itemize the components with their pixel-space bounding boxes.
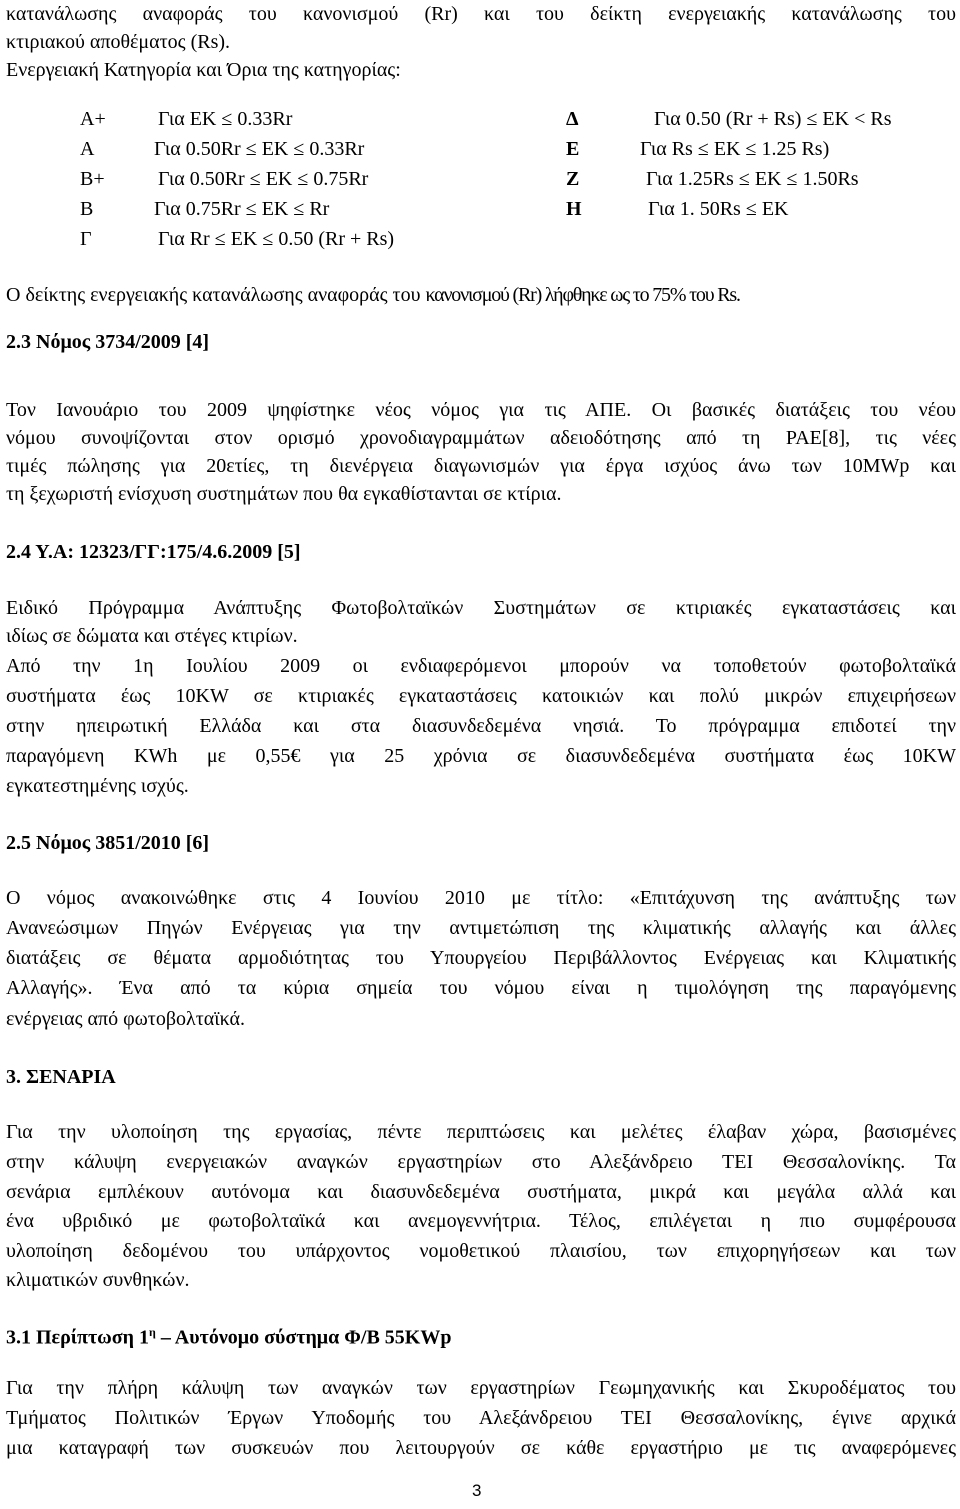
category-letter: Ζ	[566, 168, 580, 190]
paragraph-line: διατάξεις σε θέματα αρμοδιότητας του Υπουργείου Περιβάλλοντος Ενέργειας και Κλιματικής	[6, 947, 956, 969]
category-letter: B	[80, 198, 94, 220]
category-rule: Για 1.25Rs ≤ ΕΚ ≤ 1.50Rs	[646, 168, 859, 190]
section-heading-3-1	[6, 1318, 451, 1352]
paragraph-line: υλοποίηση δεδομένου του υπάρχοντος νομοθετικού πλαισίου, των επιχορηγήσεων και των	[6, 1240, 956, 1262]
paragraph-line: ενέργειας από φωτοβολταϊκά.	[6, 1008, 245, 1030]
category-letter: B+	[80, 168, 105, 190]
paragraph-line: τη ξεχωριστή ενίσχυση συστημάτων που θα εγκαθίστανται σε κτίρια.	[6, 483, 562, 505]
paragraph-line: Ανανεώσιμων Πηγών Ενέργειας για την αντιμετώπιση της κλιματικής αλλαγής και άλλες	[6, 917, 956, 939]
paragraph-line: παραγόμενη KWh με 0,55€ για 25 χρόνια σε διασυνδεδεμένα συστήματα έως 10KW	[6, 745, 956, 767]
section-heading-2-3: 2.3 Νόμος 3734/2009 [4]	[6, 331, 210, 353]
paragraph-line: νόμου συνοψίζονται στον ορισμό χρονοδιαγραμμάτων αδειοδότησης από τη ΡΑΕ[8], τις νέες	[6, 427, 956, 449]
paragraph-line: Ειδικό Πρόγραμμα Ανάπτυξης Φωτοβολταϊκών Συστημάτων σε κτιριακές εγκαταστάσεις και	[6, 597, 956, 619]
paragraph-line: Από την 1η Ιουλίου 2009 οι ενδιαφερόμενοι μπορούν να τοποθετούν φωτοβολταϊκά	[6, 655, 956, 677]
paragraph-line: Για την υλοποίηση της εργασίας, πέντε περιπτώσεις και μελέτες έλαβαν χώρα, βασισμένες	[6, 1121, 956, 1143]
category-letter: Ε	[566, 138, 580, 160]
section-heading-3-1-title: – Αυτόνομο σύστημα Φ/Β 55KWp	[155, 1326, 452, 1349]
paragraph-line: Αλλαγής». Ένα από τα κύρια σημεία του νόμου είναι η τιμολόγηση της παραγόμενης	[6, 977, 956, 999]
paragraph-line: Τον Ιανουάριο του 2009 ψηφίστηκε νέος νόμος για τις ΑΠΕ. Οι βασικές διατάξεις του νέου	[6, 399, 956, 421]
paragraph-line: σενάρια εμπλέκουν αυτόνομα και διασυνδεδεμένα συστήματα, μικρά και μεγάλα αλλά και	[6, 1181, 956, 1203]
paragraph-line: στην ηπειρωτική Ελλάδα και στα διασυνδεδεμένα νησιά. Το πρόγραμμα επιδοτεί την	[6, 715, 956, 737]
section-heading-3: 3. ΣΕΝΑΡΙΑ	[6, 1066, 116, 1088]
intro-line-2: κτιριακού αποθέματος (Rs).	[6, 31, 231, 53]
paragraph-line: ιδίως σε δώματα και στέγες κτιρίων.	[6, 625, 298, 647]
intro-line-1: κατανάλωσης αναφοράς του κανονισμού (Rr) και του δείκτη ενεργειακής κατανάλωσης του	[6, 3, 956, 25]
index-note-part-2: κανονισμού (Rr) λήφθηκε ως το 75% του Rs.	[425, 284, 740, 306]
section-heading-3-1-text: 3.1 Περίπτωση 1	[6, 1326, 150, 1349]
category-letter: A	[80, 138, 95, 160]
index-note	[6, 281, 740, 309]
category-letter: Η	[566, 198, 582, 220]
paragraph-line: μια καταγραφή των συσκευών που λειτουργούν σε κάθε εργαστήριο με τις αναφερόμενες	[6, 1437, 956, 1459]
intro-line-3: Ενεργειακή Κατηγορία και Όρια της κατηγορίας:	[6, 59, 401, 81]
category-letter: A+	[80, 108, 106, 130]
paragraph-line: Για την πλήρη κάλυψη των αναγκών των εργαστηρίων Γεωμηχανικής και Σκυροδέματος του	[6, 1377, 956, 1399]
category-rule: Για 0.75Rr ≤ ΕΚ ≤ Rr	[154, 198, 330, 220]
paragraph-line: ένα υβριδικό με φωτοβολταϊκά και ανεμογεννήτρια. Τέλος, επιλέγεται η πιο συμφέρουσα	[6, 1210, 956, 1232]
section-heading-3-1-superscript: η	[149, 1325, 156, 1339]
category-rule: Για ΕΚ ≤ 0.33Rr	[158, 108, 293, 130]
section-heading-2-4: 2.4 Υ.Α: 12323/ΓΓ:175/4.6.2009 [5]	[6, 541, 301, 563]
paragraph-line: κλιματικών συνθηκών.	[6, 1269, 190, 1291]
category-rule: Για 0.50Rr ≤ ΕΚ ≤ 0.33Rr	[154, 138, 365, 160]
category-letter: Γ	[80, 228, 92, 250]
paragraph-line: Τμήματος Πολιτικών Έργων Υποδομής του Αλεξάνδρειου ΤΕΙ Θεσσαλονίκης, έγινε αρχικά	[6, 1407, 956, 1429]
index-note-part-1: Ο δείκτης ενεργειακής κατανάλωσης αναφοράς του	[6, 284, 421, 306]
category-rule: Για Rr ≤ ΕΚ ≤ 0.50 (Rr + Rs)	[158, 228, 395, 250]
category-rule: Για 0.50 (Rr + Rs) ≤ ΕΚ < Rs	[654, 108, 892, 130]
paragraph-line: στην κάλυψη ενεργειακών αναγκών εργαστηρίων στο Αλεξάνδρειο ΤΕΙ Θεσσαλονίκης. Τα	[6, 1151, 956, 1173]
section-heading-2-5: 2.5 Νόμος 3851/2010 [6]	[6, 832, 210, 854]
paragraph-line: Ο νόμος ανακοινώθηκε στις 4 Ιουνίου 2010 με τίτλο: «Επιτάχυνση της ανάπτυξης των	[6, 887, 956, 909]
page-number: 3	[472, 1481, 482, 1500]
paragraph-line: εγκατεστημένης ισχύς.	[6, 775, 189, 797]
category-rule: Για 0.50Rr ≤ ΕΚ ≤ 0.75Rr	[158, 168, 369, 190]
category-rule: Για 1. 50Rs ≤ ΕΚ	[648, 198, 789, 220]
category-rule: Για Rs ≤ ΕΚ ≤ 1.25 Rs)	[640, 138, 830, 160]
paragraph-line: τιμές πώλησης για 20ετίες, τη διενέργεια διαγωνισμών για έργα ισχύος άνω των 10MWp και	[6, 455, 956, 477]
category-letter: Δ	[566, 108, 579, 130]
paragraph-line: συστήματα έως 10KW σε κτιριακές εγκαταστάσεις κατοικιών και πολύ μικρών επιχειρήσεων	[6, 685, 956, 707]
